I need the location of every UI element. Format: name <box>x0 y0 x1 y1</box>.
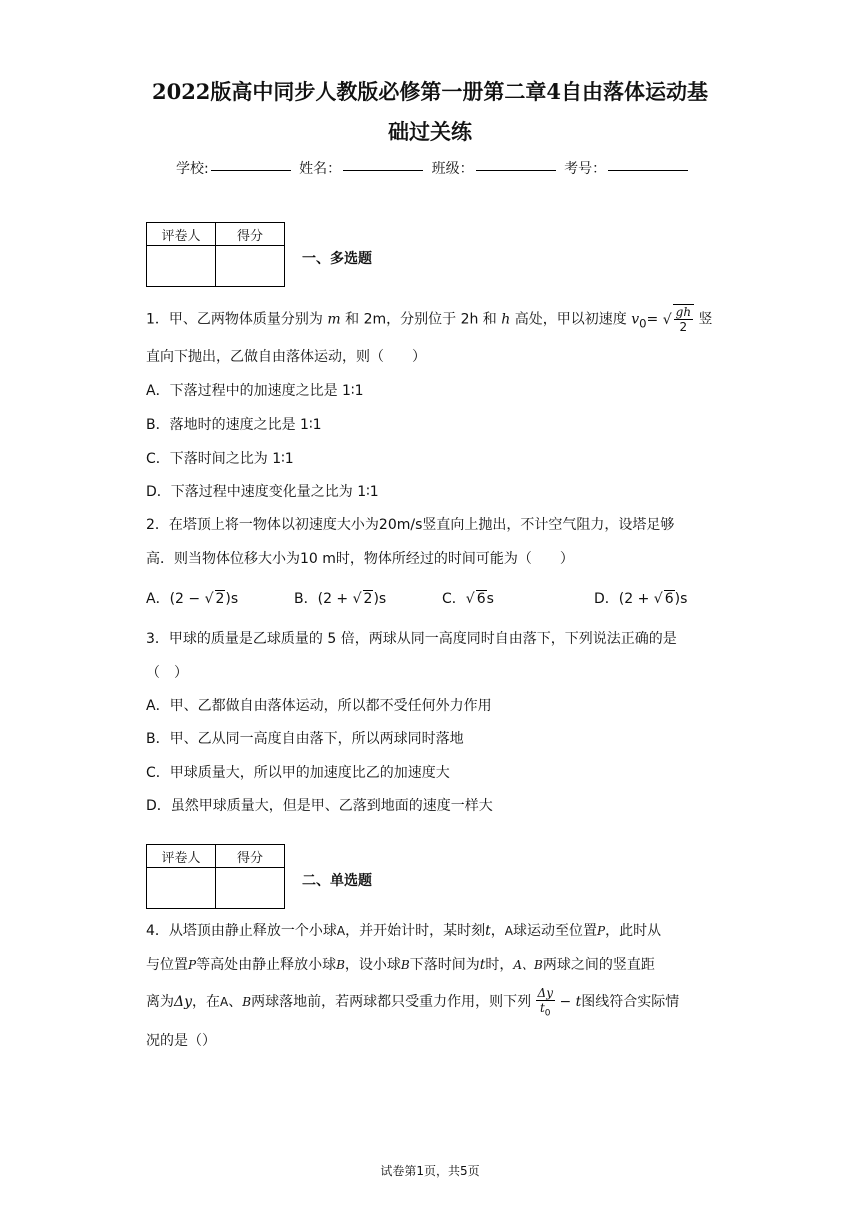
q1-var-2h: 2h <box>460 311 479 328</box>
score-table-1 <box>146 222 285 287</box>
q4-var: B <box>242 995 252 1010</box>
q4-var: t <box>485 923 491 939</box>
q4-text: 两球之间的竖直距 <box>542 957 655 973</box>
section-heading-multi: 一、多选题 <box>302 251 372 267</box>
q4-text: 等高处由静止释放小球 <box>196 957 337 973</box>
q4-var: − t <box>559 994 582 1011</box>
option-text: (2 + <box>317 591 353 607</box>
sqrt-numerator: gh <box>675 305 692 319</box>
q1-text: 和 <box>345 311 360 328</box>
option-text: )s <box>674 591 688 607</box>
q4-var: Δy <box>174 994 193 1011</box>
q1-text: 1．甲、乙两物体质量分别为 <box>146 311 323 328</box>
q1-text: 和 <box>482 311 497 328</box>
option-text: )s <box>225 591 239 607</box>
q2-option-c[interactable]: C．√ 6s <box>442 591 494 607</box>
q2-line1: 2．在塔顶上将一物体以初速度大小为20m/s竖直向上抛出，不计空气阻力，设塔足够 <box>146 517 675 533</box>
q1-text: 高处，甲以初速度 <box>514 311 627 328</box>
q4-text: 两球落地前，若两球都只受重力作用，则下列 <box>251 994 532 1011</box>
q2-line2: 高．则当物体位移大小为10 m时，物体所经过的时间可能为（ ） <box>146 551 574 567</box>
exam-no-label: 考号： <box>564 161 607 177</box>
q4-text: 离为 <box>146 994 174 1011</box>
q2-option-a[interactable]: A．(2 − √ 2)s <box>146 591 239 607</box>
section-heading-single: 二、单选题 <box>302 873 372 889</box>
q4-text: 球运动至位置 <box>513 923 597 939</box>
q3-option-d[interactable]: D．虽然甲球质量大，但是甲、乙落到地面的速度一样大 <box>146 798 493 814</box>
grader-cell[interactable] <box>147 246 216 287</box>
radicand: 2 <box>363 591 373 607</box>
score-table-2 <box>146 844 285 909</box>
q3-option-b[interactable]: B．甲、乙从同一高度自由落下，所以两球同时落地 <box>146 731 464 747</box>
q4-fraction <box>536 986 555 1018</box>
grader-cell[interactable] <box>147 868 216 909</box>
q4-text: 图线符合实际情 <box>581 994 680 1011</box>
q4-line1 <box>146 920 661 940</box>
option-label: A． <box>146 591 170 607</box>
q4-var: P <box>597 924 606 938</box>
score-header: 得分 <box>216 223 285 246</box>
q1-option-a[interactable]: A．下落过程中的加速度之比是 1∶1 <box>146 383 364 399</box>
q4-line2 <box>146 954 655 974</box>
q3-line1: 3．甲球的质量是乙球质量的 5 倍，两球从同一高度同时自由落下，下列说法正确的是 <box>146 631 677 647</box>
q1-var-2m: 2m <box>363 311 387 328</box>
grader-header: 评卷人 <box>147 845 216 868</box>
q1-line1 <box>146 304 713 334</box>
option-text: (2 − <box>169 591 205 607</box>
score-cell[interactable] <box>216 868 285 909</box>
q1-var-m: m <box>327 311 341 328</box>
q4-text: 下落时间为 <box>409 957 480 973</box>
q4-var: B <box>336 958 345 972</box>
radicand: 6 <box>664 591 674 607</box>
score-cell[interactable] <box>216 246 285 287</box>
q4-var: t <box>479 957 486 973</box>
q4-line4: 况的是（） <box>146 1033 216 1049</box>
q4-text: ， <box>490 923 505 939</box>
q4-text: 、 <box>228 994 243 1011</box>
q4-var: A <box>504 924 513 938</box>
q4-text: ，在 <box>192 994 221 1011</box>
q4-var: A <box>220 995 229 1010</box>
option-label: C． <box>442 591 466 607</box>
q3-option-c[interactable]: C．甲球质量大，所以甲的加速度比乙的加速度大 <box>146 765 450 781</box>
exam-no-blank[interactable] <box>608 170 688 171</box>
radicand: 2 <box>215 591 225 607</box>
fraction-denominator: t <box>539 1001 545 1015</box>
q1-option-d[interactable]: D．下落过程中速度变化量之比为 1∶1 <box>146 484 379 500</box>
class-blank[interactable] <box>476 170 556 171</box>
doc-title-line2: 础过关练 <box>388 119 472 144</box>
option-text: (2 + <box>618 591 654 607</box>
option-label: B． <box>294 591 318 607</box>
q4-text: ，此时从 <box>605 923 662 939</box>
grader-header: 评卷人 <box>147 223 216 246</box>
q4-text: 与位置 <box>146 957 188 973</box>
q4-line3 <box>146 986 679 1018</box>
q2-option-d[interactable]: D．(2 + √ 6)s <box>594 591 688 607</box>
sqrt-denominator: 2 <box>679 320 688 334</box>
q1-equals: = <box>646 311 659 328</box>
class-label: 班级： <box>431 161 474 177</box>
name-blank[interactable] <box>343 170 423 171</box>
fraction-numerator: Δy <box>537 986 553 1000</box>
q1-v0-subscript: 0 <box>639 316 647 331</box>
q4-text: ，并开始计时，某时刻 <box>345 923 486 939</box>
q4-text: 4．从塔顶由静止释放一个小球 <box>146 923 337 939</box>
q4-text: 时， <box>485 957 514 973</box>
score-header: 得分 <box>216 845 285 868</box>
school-blank[interactable] <box>211 170 291 171</box>
doc-title-line1: 2022版高中同步人教版必修第一册第二章4自由落体运动基 <box>151 79 709 104</box>
q1-var-h: h <box>501 311 511 328</box>
page-footer: 试卷第1页，共5页 <box>380 1164 480 1178</box>
q4-var: A、B <box>513 958 543 972</box>
q1-option-b[interactable]: B．落地时的速度之比是 1∶1 <box>146 417 322 433</box>
option-label: D． <box>594 591 619 607</box>
q3-line2: （ ） <box>146 665 188 681</box>
q4-text: ，设小球 <box>344 957 401 973</box>
q1-option-c[interactable]: C．下落时间之比为 1∶1 <box>146 451 294 467</box>
option-text: s <box>486 591 494 607</box>
q1-var-v0: v <box>631 311 640 328</box>
q4-var: A <box>336 924 346 938</box>
q4-var: P <box>188 958 197 972</box>
q4-var: B <box>400 958 410 972</box>
q1-line2: 直向下抛出，乙做自由落体运动，则（ ） <box>146 349 426 365</box>
q1-text: 竖 <box>698 311 713 328</box>
q3-option-a[interactable]: A．甲、乙都做自由落体运动，所以都不受任何外力作用 <box>146 698 492 714</box>
school-label: 学校: <box>176 161 209 177</box>
radicand: 6 <box>476 591 486 607</box>
q1-text: ，分别位于 <box>386 311 457 328</box>
option-text: )s <box>373 591 387 607</box>
q2-option-b[interactable]: B．(2 + √ 2)s <box>294 591 387 607</box>
q1-sqrt-formula: √ $\frac{gh}{2}$ <box>663 312 694 328</box>
student-info-line <box>176 158 692 178</box>
fraction-sub: 0 <box>544 1008 551 1019</box>
name-label: 姓名： <box>299 161 342 177</box>
